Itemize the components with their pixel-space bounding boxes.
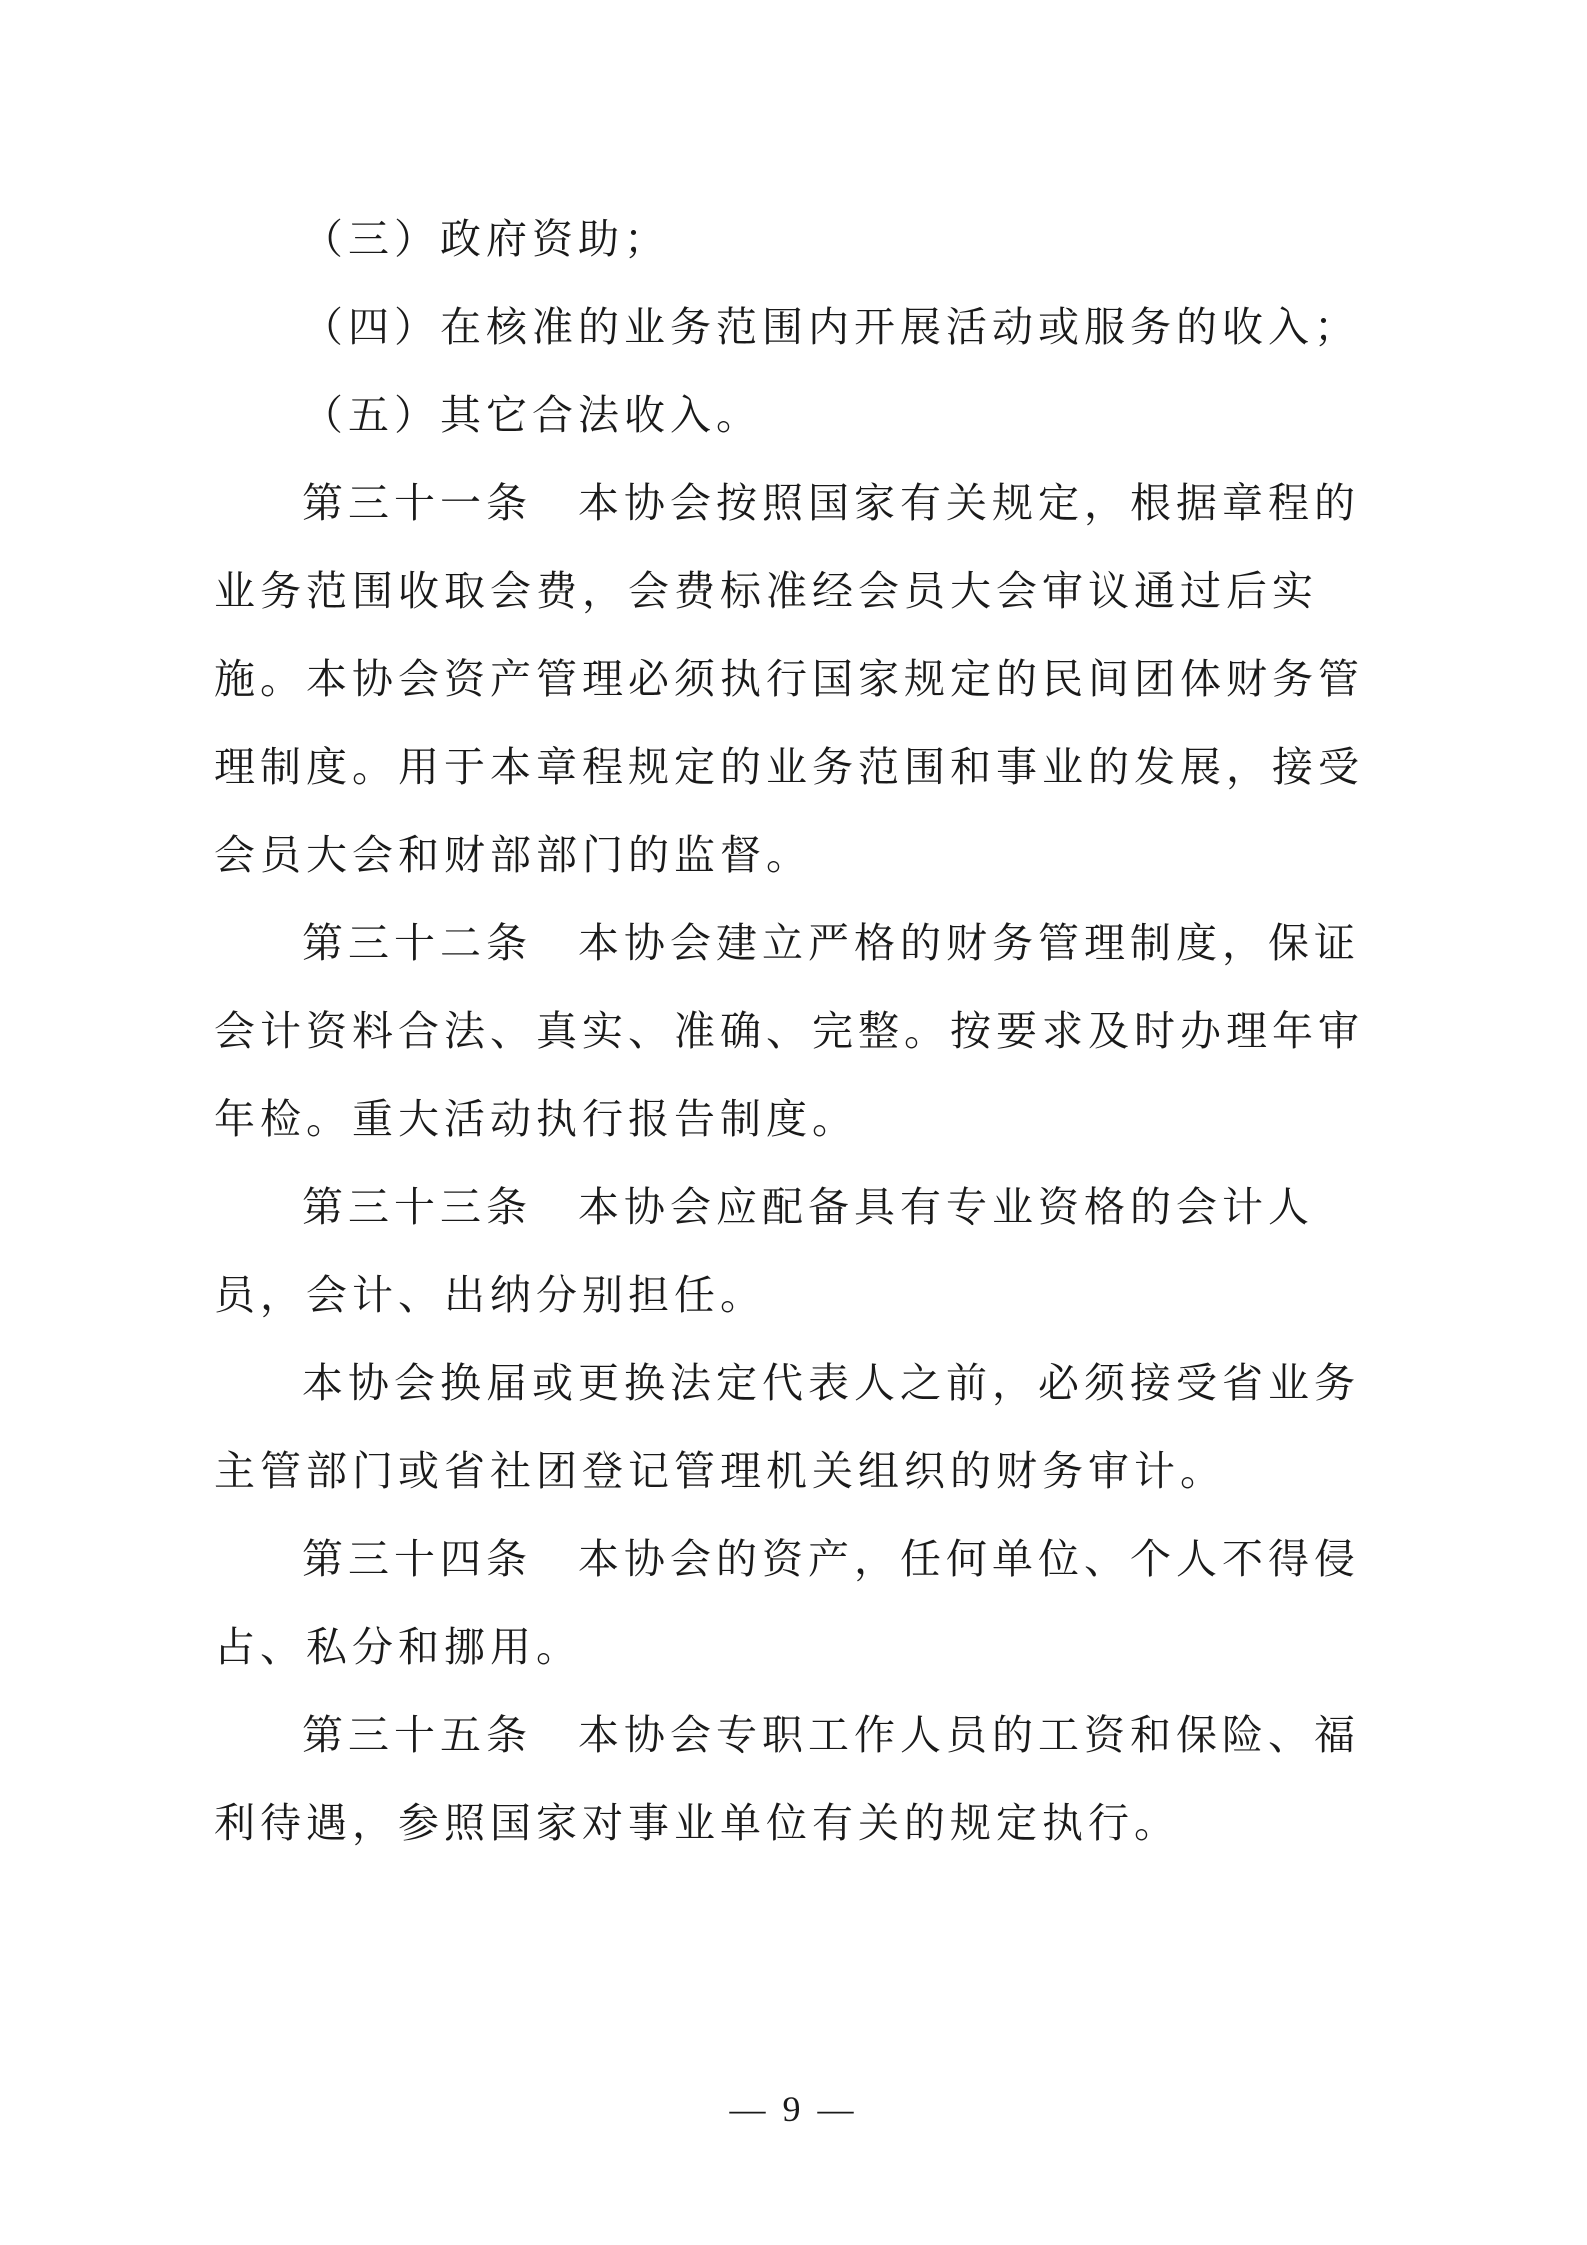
document-body [214,195,1374,1867]
paragraph-item-5: （五）其它合法收入。 [302,391,762,439]
paragraph-article-33: 第三十三条 本协会应配备具有专业资格的会计人员，会计、出纳分别担任。 [214,1183,1314,1319]
paragraph-article-32: 第三十二条 本协会建立严格的财务管理制度，保证会计资料合法、真实、准确、完整。按要求及时办理年审年检。重大活动执行报告制度。 [214,919,1364,1143]
paragraph-article-35: 第三十五条 本协会专职工作人员的工资和保险、福利待遇，参照国家对事业单位有关的规定执行。 [214,1711,1360,1847]
paragraph-article-34: 第三十四条 本协会的资产，任何单位、个人不得侵占、私分和挪用。 [214,1535,1360,1671]
paragraph-article-31: 第三十一条 本协会按照国家有关规定，根据章程的业务范围收取会费，会费标准经会员大会审议通过后实施。本协会资产管理必须执行国家规定的民间团体财务管理制度。用于本章程规定的业务范围和事业的发展，接受会员大会和财部部门的监督。 [214,479,1364,879]
page-number: — 9 — [729,2089,858,2129]
paragraph-audit: 本协会换届或更换法定代表人之前，必须接受省业务主管部门或省社团登记管理机关组织的财务审计。 [214,1359,1360,1495]
paragraph-item-4: （四）在核准的业务范围内开展活动或服务的收入； [302,303,1360,351]
paragraph-item-3: （三）政府资助； [302,215,670,263]
